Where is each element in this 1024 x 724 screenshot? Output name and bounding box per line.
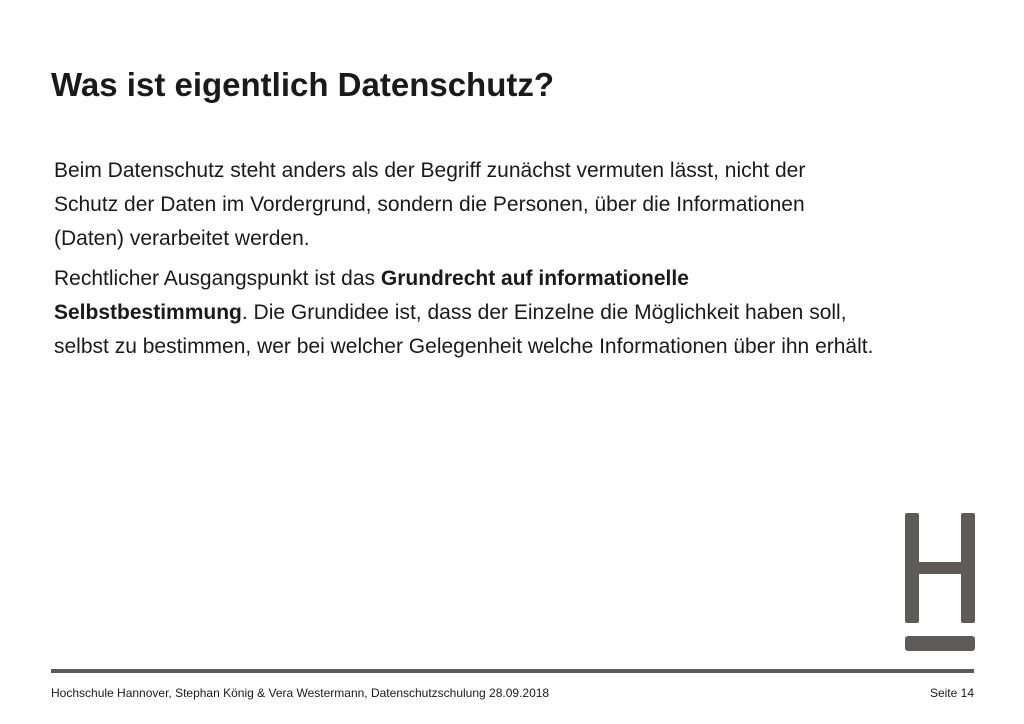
slide-title: Was ist eigentlich Datenschutz? xyxy=(51,66,555,103)
paragraph-rechtlicher-ausgangspunkt xyxy=(54,262,874,364)
hochschule-hannover-logo-icon xyxy=(904,513,976,653)
grundrecht-bold-term: Grundrecht auf informationelle Selbstbestimmung xyxy=(54,267,689,324)
paragraph-datenschutz-definition: Beim Datenschutz steht anders als der Begriff zunächst vermuten lässt, nicht der Schutz der Daten im Vordergrund, sondern die Personen, über die Informationen (Daten) verarbeitet werden. xyxy=(54,159,806,250)
page-number: Seite 14 xyxy=(929,686,974,700)
paragraph2-text-before: Rechtlicher Ausgangspunkt ist das xyxy=(54,267,381,290)
logo-underline xyxy=(905,636,975,651)
paragraph2-text-after: . Die Grundidee ist, dass der Einzelne die Möglichkeit haben soll, selbst zu bestimmen, wer bei welcher Gelegenheit welche Informationen über ihn erhält. xyxy=(54,301,874,358)
footer-credits: Hochschule Hannover, Stephan König & Vera Westermann, Datenschutzschulung 28.09.2018 xyxy=(51,686,550,700)
slide-body xyxy=(54,154,874,364)
footer-divider xyxy=(51,669,974,673)
logo-crossbar xyxy=(905,562,975,574)
